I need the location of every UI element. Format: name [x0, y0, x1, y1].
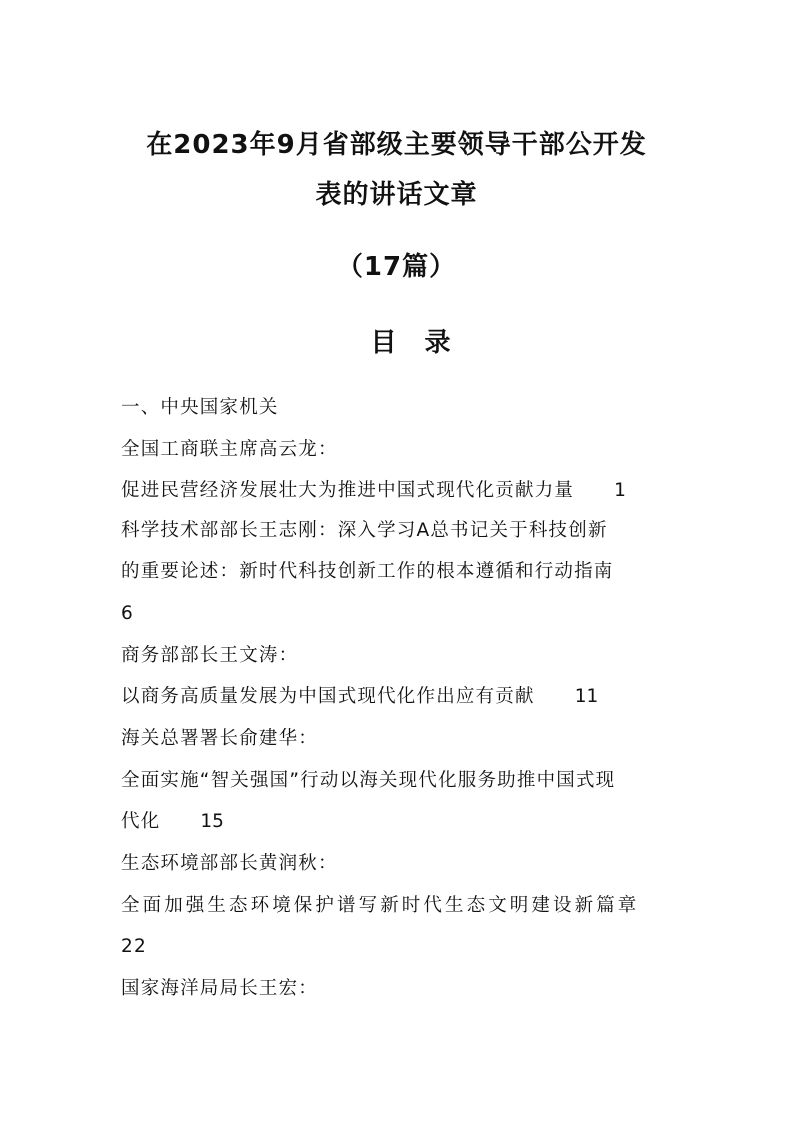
- toc-entry-page: 6: [121, 603, 134, 624]
- toc-entry-title-text: 以商务高质量发展为中国式现代化作出应有贡献: [121, 686, 535, 707]
- toc-entry-author: 全国工商联主席高云龙：: [121, 439, 338, 460]
- toc-entry-title-text: 代化: [121, 811, 161, 832]
- toc-heading: 目录: [370, 328, 479, 358]
- section-heading: 一、中央国家机关: [121, 397, 279, 418]
- toc-entry-title: 的重要论述：新时代科技创新工作的根本遵循和行动指南: [121, 561, 614, 582]
- toc-entry-title-text: 促进民营经济发展壮大为推进中国式现代化贡献力量: [121, 480, 575, 501]
- toc-entry-title: 全面加强生态环境保护谱写新时代生态文明建设新篇章: [121, 895, 640, 916]
- toc-entry-page: 1: [614, 480, 626, 501]
- toc-entry-title: [121, 807, 681, 837]
- toc-entry-author: 生态环境部部长黄润秋：: [121, 853, 338, 874]
- article-count: （17篇）: [336, 252, 457, 282]
- toc-entry-title: [121, 476, 681, 506]
- toc-entry-title: 全面实施“智关强国”行动以海关现代化服务助推中国式现: [121, 770, 616, 791]
- toc-entry-author: 国家海洋局局长王宏：: [121, 978, 319, 999]
- toc-entry-page: 22: [121, 936, 147, 957]
- toc-entry-author: 商务部部长王文涛：: [121, 645, 299, 666]
- document-title-line-1: 在2023年9月省部级主要领导干部公开发: [146, 130, 647, 160]
- toc-entry-title: [121, 682, 681, 712]
- document-title-line-2: 表的讲话文章: [315, 180, 478, 210]
- toc-entry-author: 海关总署署长俞建华：: [121, 728, 319, 749]
- toc-entry-page: 15: [200, 811, 224, 832]
- toc-entry-title: 科学技术部部长王志刚：深入学习A总书记关于科技创新: [121, 520, 608, 541]
- toc-entry-page: 11: [574, 686, 599, 707]
